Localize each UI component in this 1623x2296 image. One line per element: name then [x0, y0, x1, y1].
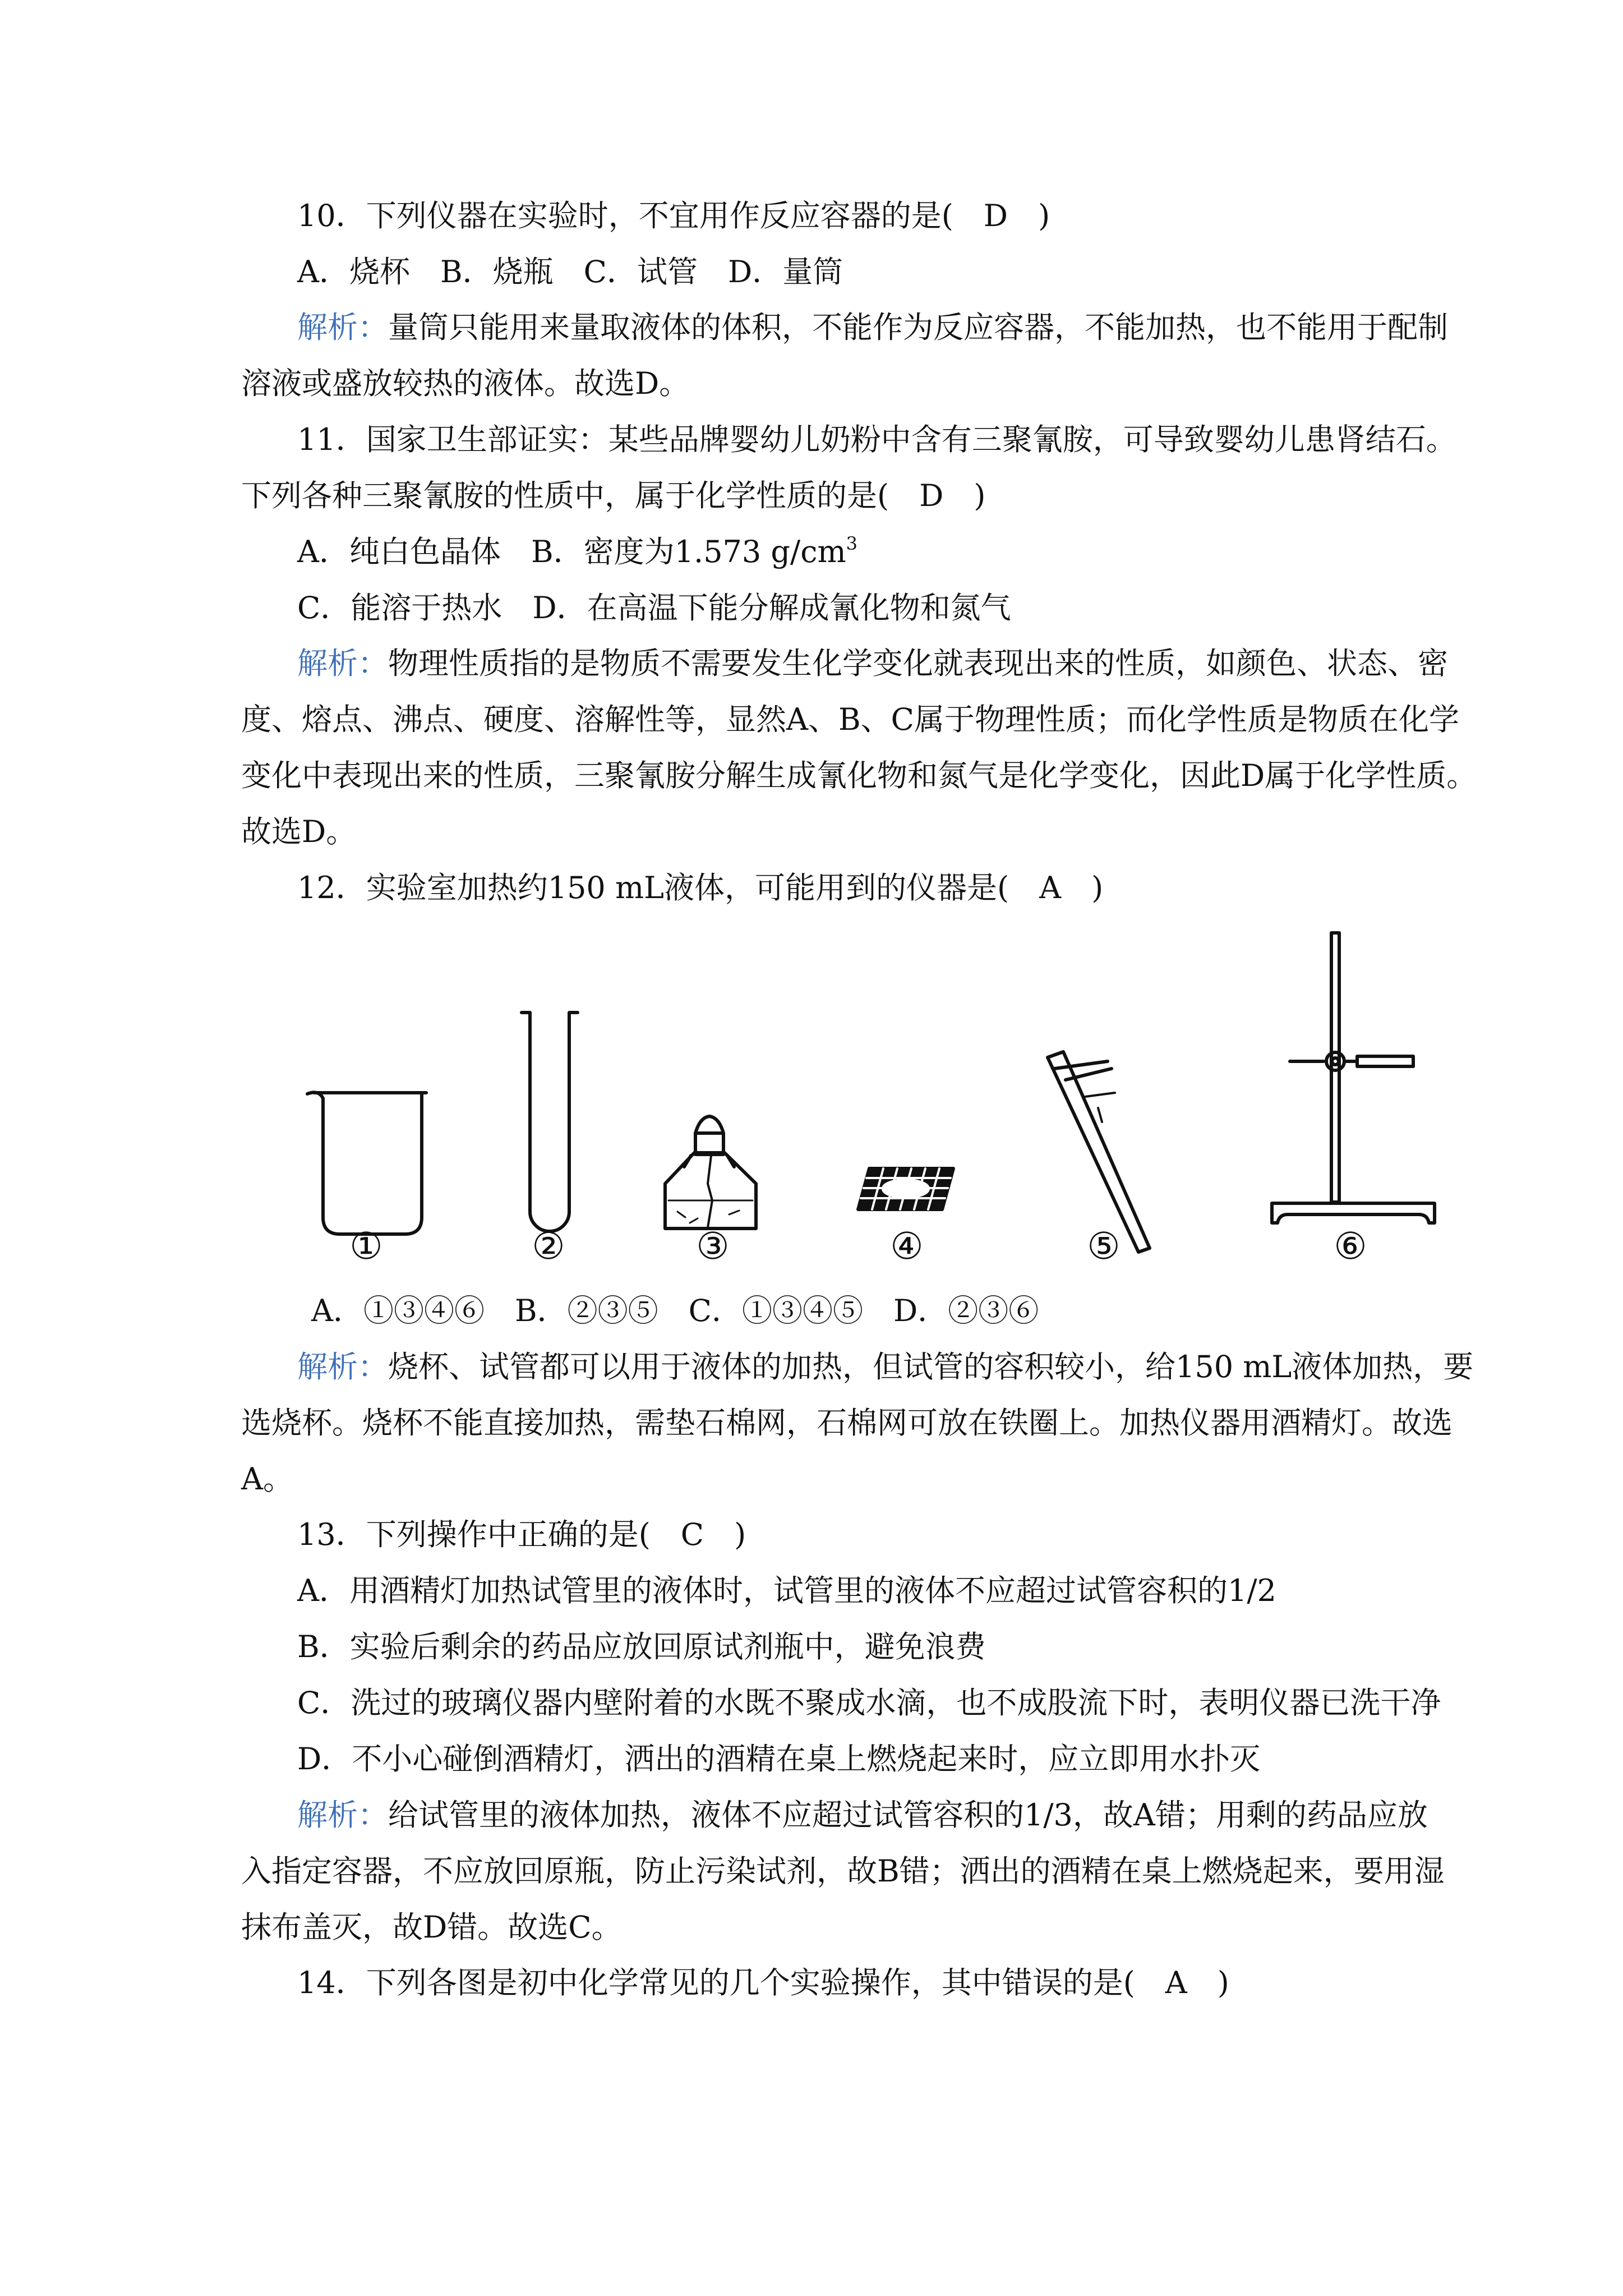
test-tube-icon — [522, 1013, 578, 1231]
beaker-icon — [307, 1092, 426, 1234]
q10-analysis-cont: 溶液或盛放较热的液体。故选D。 — [241, 366, 690, 401]
q11-stem-cont: 下列各种三聚氰胺的性质中，属于化学性质的是( D ) — [241, 478, 986, 513]
figure-label-2: ② — [532, 1225, 565, 1268]
q12-analysis-cont-1: 选烧杯。烧杯不能直接加热，需垫石棉网，石棉网可放在铁圈上。加热仪器用酒精灯。故选 — [241, 1405, 1453, 1441]
analysis-label: 解析： — [297, 1797, 388, 1833]
q11-stem: 11．国家卫生部证实：某些品牌婴幼儿奶粉中含有三聚氰胺，可导致婴幼儿患肾结石。 — [297, 422, 1456, 457]
q13-analysis-line — [297, 1793, 1428, 1838]
analysis-label: 解析： — [297, 1349, 388, 1384]
figure-label-3: ③ — [696, 1225, 730, 1268]
q12-analysis-line — [297, 1345, 1473, 1389]
wire-gauze-icon — [858, 1168, 953, 1209]
option-text: A．纯白色晶体 B．密度为1.573 g/cm — [297, 534, 846, 569]
test-tube-holder-icon — [1048, 1052, 1150, 1252]
q12-stem: 12．实验室加热约150 mL液体，可能用到的仪器是( A ) — [297, 870, 1104, 905]
analysis-label: 解析： — [297, 310, 388, 345]
q13-option-c: C．洗过的玻璃仪器内壁附着的水既不聚成水滴，也不成股流下时，表明仪器已洗干净 — [297, 1685, 1441, 1720]
q11-analysis-cont-1: 度、熔点、沸点、硬度、溶解性等，显然A、B、C属于物理性质；而化学性质是物质在化学 — [241, 702, 1459, 737]
q13-analysis-cont-2: 抹布盖灭，故D错。故选C。 — [241, 1910, 622, 1945]
q13-option-a: A．用酒精灯加热试管里的液体时，试管里的液体不应超过试管容积的1/2 — [297, 1573, 1276, 1608]
analysis-text: 物理性质指的是物质不需要发生化学变化就表现出来的性质，如颜色、状态、密 — [388, 646, 1448, 681]
q13-option-b: B．实验后剩余的药品应放回原试剂瓶中，避免浪费 — [297, 1629, 986, 1664]
analysis-label: 解析： — [297, 646, 388, 681]
alcohol-lamp-icon — [665, 1116, 756, 1228]
q13-stem: 13．下列操作中正确的是( C ) — [297, 1517, 746, 1552]
superscript: 3 — [846, 533, 858, 554]
q12-analysis-cont-2: A。 — [241, 1461, 293, 1497]
q11-analysis-cont-3: 故选D。 — [241, 814, 357, 849]
analysis-text: 量筒只能用来量取液体的体积，不能作为反应容器，不能加热，也不能用于配制 — [388, 310, 1448, 345]
figure-label-5: ⑤ — [1087, 1225, 1121, 1268]
q13-option-d: D．不小心碰倒酒精灯，洒出的酒精在桌上燃烧起来时，应立即用水扑灭 — [297, 1741, 1261, 1777]
figure-label-4: ④ — [890, 1225, 924, 1268]
q11-options-cd: C．能溶于热水 D．在高温下能分解成氰化物和氮气 — [297, 590, 1011, 625]
analysis-text: 给试管里的液体加热，液体不应超过试管容积的1/3，故A错；用剩的药品应放 — [388, 1797, 1428, 1833]
figure-label-6: ⑥ — [1334, 1225, 1367, 1268]
q10-stem: 10．下列仪器在实验时，不宜用作反应容器的是( D ) — [297, 198, 1050, 233]
q13-analysis-cont-1: 入指定容器，不应放回原瓶，防止污染试剂，故B错；洒出的酒精在桌上燃烧起来，要用湿 — [241, 1853, 1445, 1889]
analysis-text: 烧杯、试管都可以用于液体的加热，但试管的容积较小，给150 mL液体加热，要 — [388, 1349, 1474, 1384]
q11-analysis-cont-2: 变化中表现出来的性质，三聚氰胺分解生成氰化物和氮气是化学变化，因此D属于化学性质。 — [241, 758, 1477, 793]
q10-options: A．烧杯 B．烧瓶 C．试管 D．量筒 — [297, 254, 843, 289]
q14-stem: 14．下列各图是初中化学常见的几个实验操作，其中错误的是( A ) — [297, 1965, 1229, 2000]
figure-label-1: ① — [349, 1225, 383, 1268]
q12-options: A．①③④⑥ B．②③⑤ C．①③④⑤ D．②③⑥ — [311, 1293, 1039, 1328]
iron-stand-icon — [1272, 933, 1435, 1223]
